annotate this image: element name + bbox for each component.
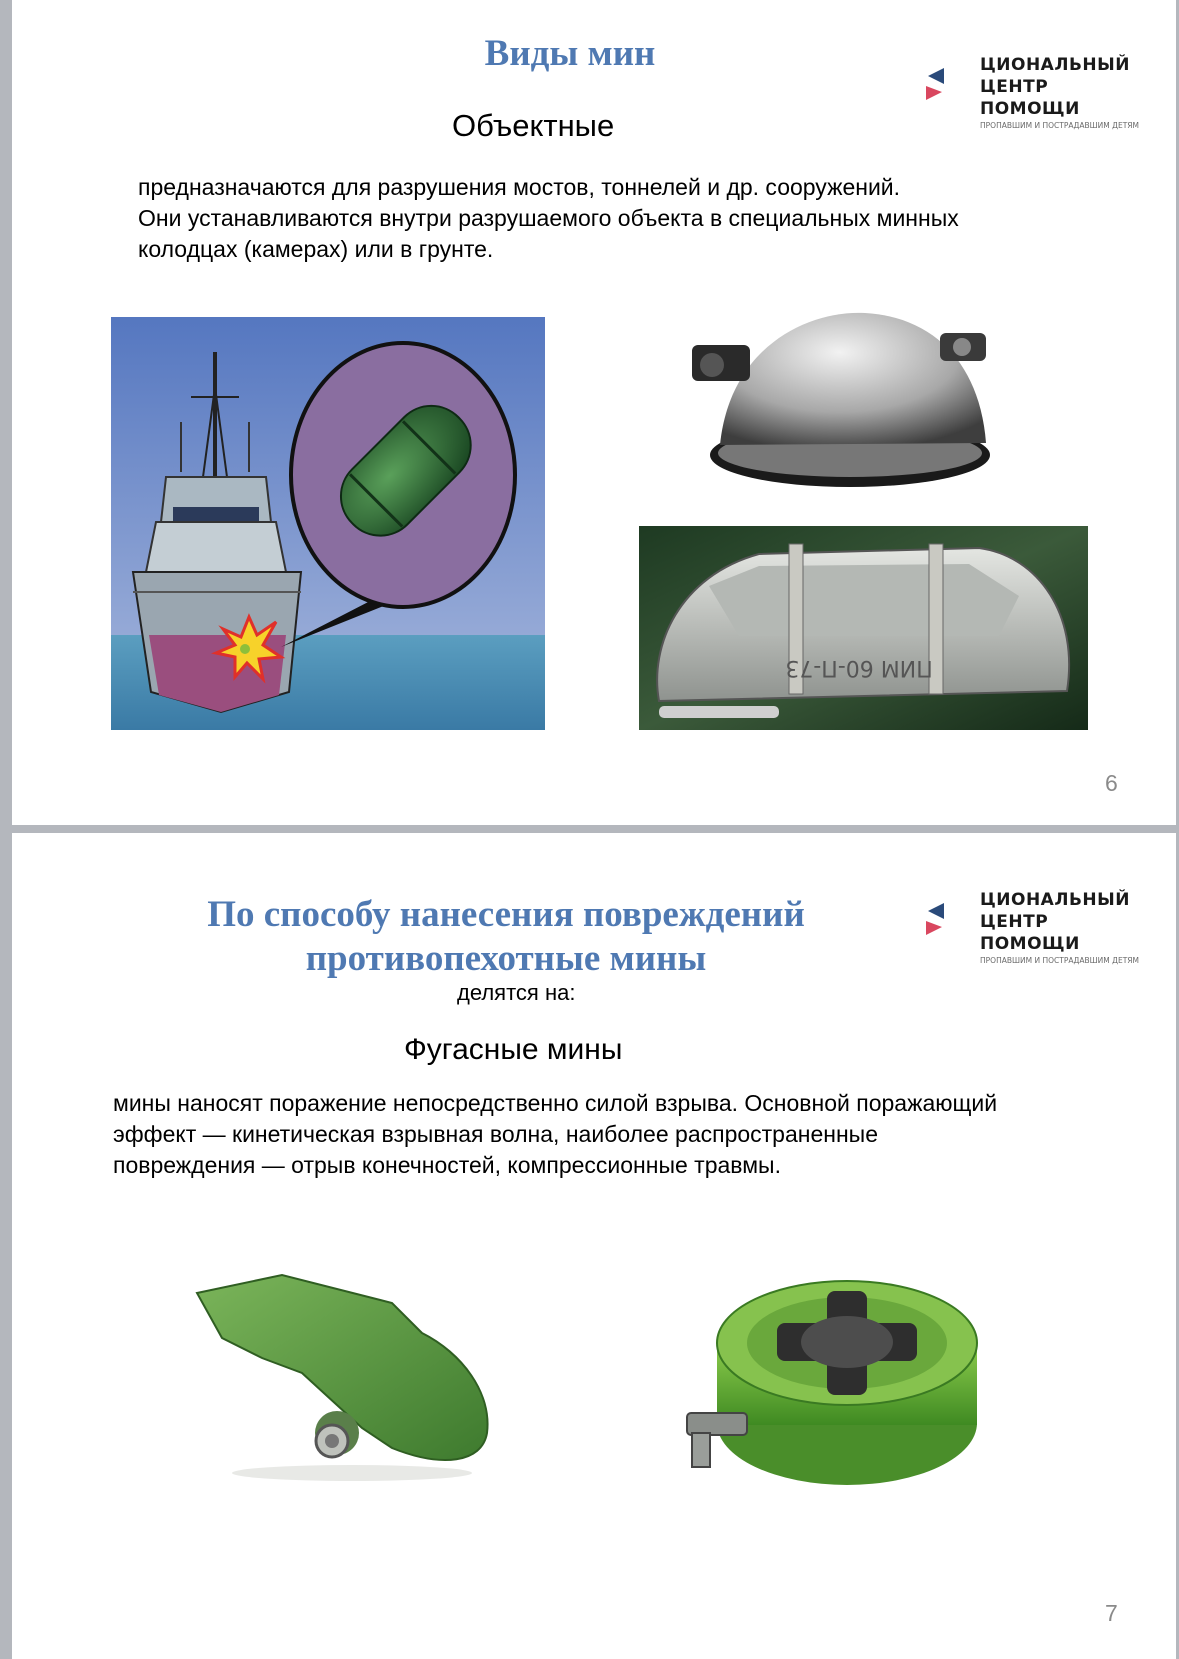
logo-line-2: ЦЕНТР ПОМОЩИ	[980, 77, 1080, 119]
body-line: повреждения — отрыв конечностей, компрессионные травмы.	[113, 1152, 781, 1178]
slide-body	[113, 1088, 997, 1181]
logo-line-1: ЦИОНАЛЬНЫЙ	[980, 890, 1130, 910]
round-mine-photo	[682, 1243, 992, 1493]
logo-tagline: ПРОПАВШИМ И ПОСТРАДАВШИМ ДЕТЯМ	[980, 121, 1139, 130]
body-line: предназначаются для разрушения мостов, тоннелей и др. сооружений.	[138, 174, 901, 200]
logo-tagline: ПРОПАВШИМ И ПОСТРАДАВШИМ ДЕТЯМ	[980, 956, 1139, 965]
dome-mine-photo	[690, 305, 1012, 493]
logo-mark-icon	[924, 903, 946, 937]
body-line: мины наносят поражение непосредственно силой взрыва. Основной поражающий	[113, 1090, 998, 1116]
butterfly-mine-photo	[192, 1263, 512, 1483]
slide-subtitle: Фугасные мины	[404, 1033, 623, 1066]
slide-title-line-2: противопехотные мины	[305, 938, 707, 979]
body-line: Они устанавливаются внутри разрушаемого объекта в специальных минных	[138, 205, 959, 231]
logo-line-2: ЦЕНТР ПОМОЩИ	[980, 912, 1080, 954]
slide-6	[12, 0, 1176, 825]
logo-mark-icon	[924, 68, 946, 102]
body-line: эффект — кинетическая взрывная волна, наиболее распространенные	[113, 1121, 878, 1147]
logo	[924, 889, 1139, 965]
slide-title-line-1: По способу нанесения повреждений	[207, 894, 805, 935]
body-line: колодцах (камерах) или в грунте.	[138, 236, 494, 262]
logo-line-1: ЦИОНАЛЬНЫЙ	[980, 55, 1130, 75]
ship-mine-illustration	[111, 317, 545, 730]
slide-subtitle-small: делятся на:	[457, 980, 576, 1005]
logo	[924, 54, 1139, 130]
slide-title: Виды мин	[484, 33, 656, 74]
slide-7	[12, 833, 1176, 1659]
box-mine-marking: ПИМ 60-П-73	[785, 655, 933, 680]
box-mine-photo	[639, 526, 1088, 730]
slide-body	[138, 172, 959, 265]
slide-subtitle: Объектные	[452, 108, 615, 143]
page-number: 7	[1105, 1600, 1118, 1626]
page-number: 6	[1105, 770, 1118, 796]
